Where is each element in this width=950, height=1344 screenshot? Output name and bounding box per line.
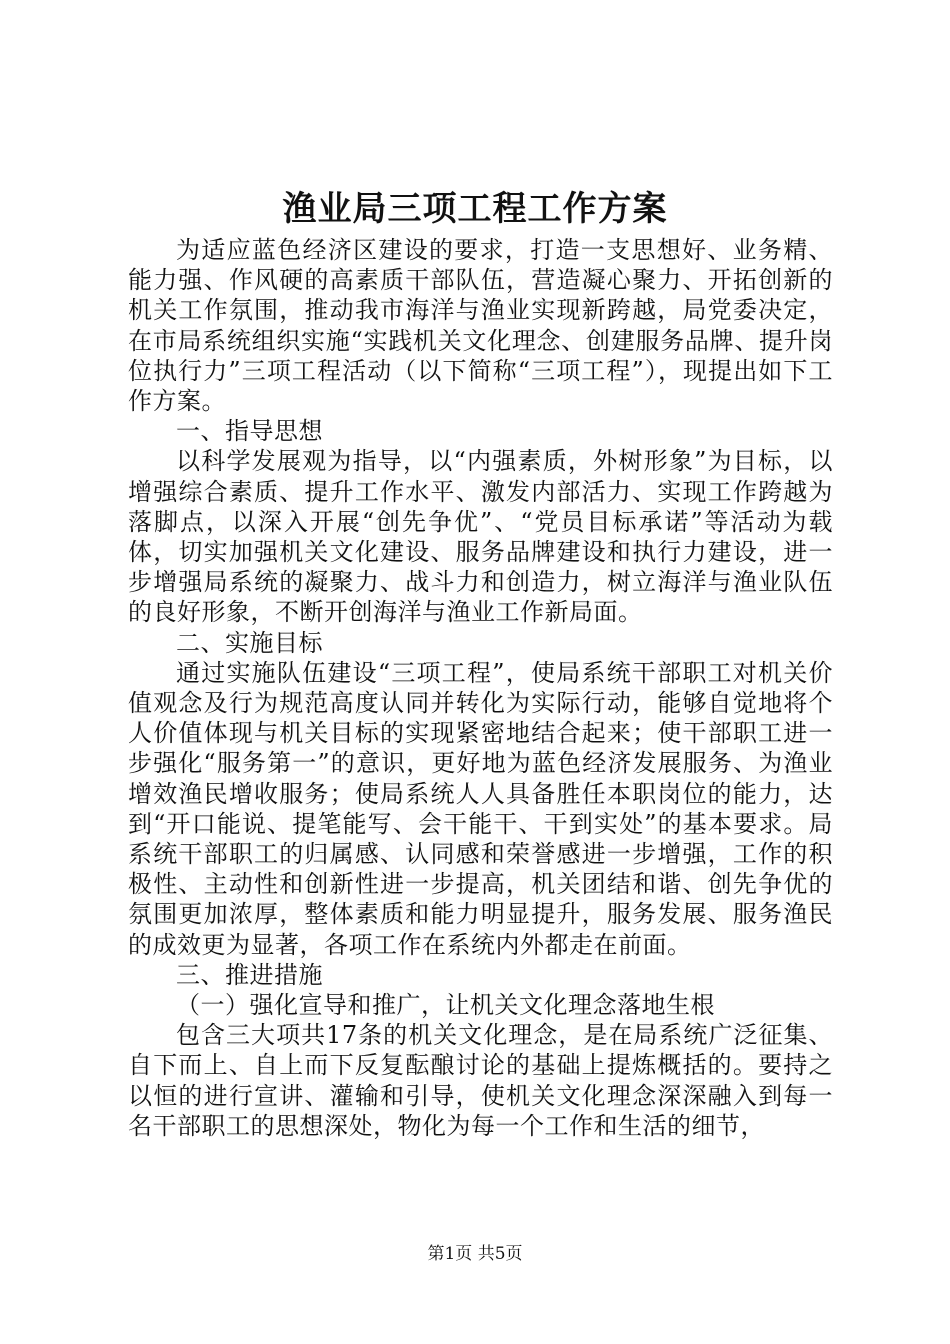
measures-paragraph: 包含三大项共17条的机关文化理念，是在局系统广泛征集、自下而上、自上而下反复酝酿讨论的基础上提炼概括的。要持之以恒的进行宣讲、灌输和引导，使机关文化理念深深融入到每一名干部职工的思想深处，物化为每一个工作和生活的细节， [128,1021,833,1140]
page-footer: 第1页 共5页 [427,1244,523,1264]
section-heading-guiding-ideology: 一、指导思想 [176,417,323,446]
intro-paragraph: 为适应蓝色经济区建设的要求，打造一支思想好、业务精、能力强、作风硬的高素质干部队伍，营造凝心聚力、开拓创新的机关工作氛围，推动我市海洋与渔业实现新跨越，局党委决定，在市局系统组织实施“实践机关文化理念、创建服务品牌、提升岗位执行力”三项工程活动（以下简称“三项工程”），现提出如下工作方案。 [128,236,833,416]
goals-paragraph: 通过实施队伍建设“三项工程”，使局系统干部职工对机关价值观念及行为规范高度认同并转化为实际行动，能够自觉地将个人价值体现与机关目标的实现紧密地结合起来；使干部职工进一步强化“服务第一”的意识，更好地为蓝色经济发展服务、为渔业增效渔民增收服务；使局系统人人具备胜任本职岗位的能力，达到“开口能说、提笔能写、会干能干、干到实处”的基本要求。局系统干部职工的归属感、认同感和荣誉感进一步增强，工作的积极性、主动性和创新性进一步提高，机关团结和谐、创先争优的氛围更加浓厚，整体素质和能力明显提升，服务发展、服务渔民的成效更为显著，各项工作在系统内外都走在前面。 [128,658,833,959]
guiding-ideology-paragraph: 以科学发展观为指导，以“内强素质，外树形象”为目标，以增强综合素质、提升工作水平、激发内部活力、实现工作跨越为落脚点，以深入开展“创先争优”、“党员目标承诺”等活动为载体，切实加强机关文化建设、服务品牌建设和执行力建设，进一步增强局系统的凝聚力、战斗力和创造力，树立海洋与渔业队伍的良好形象，不断开创海洋与渔业工作新局面。 [128,447,833,627]
section-heading-goals: 二、实施目标 [176,628,323,657]
document-body [128,235,833,1141]
document-title: 渔业局三项工程工作方案 [282,189,668,229]
subsection-heading-1: （一）强化宣导和推广，让机关文化理念落地生根 [176,991,715,1020]
section-heading-measures: 三、推进措施 [176,960,323,989]
